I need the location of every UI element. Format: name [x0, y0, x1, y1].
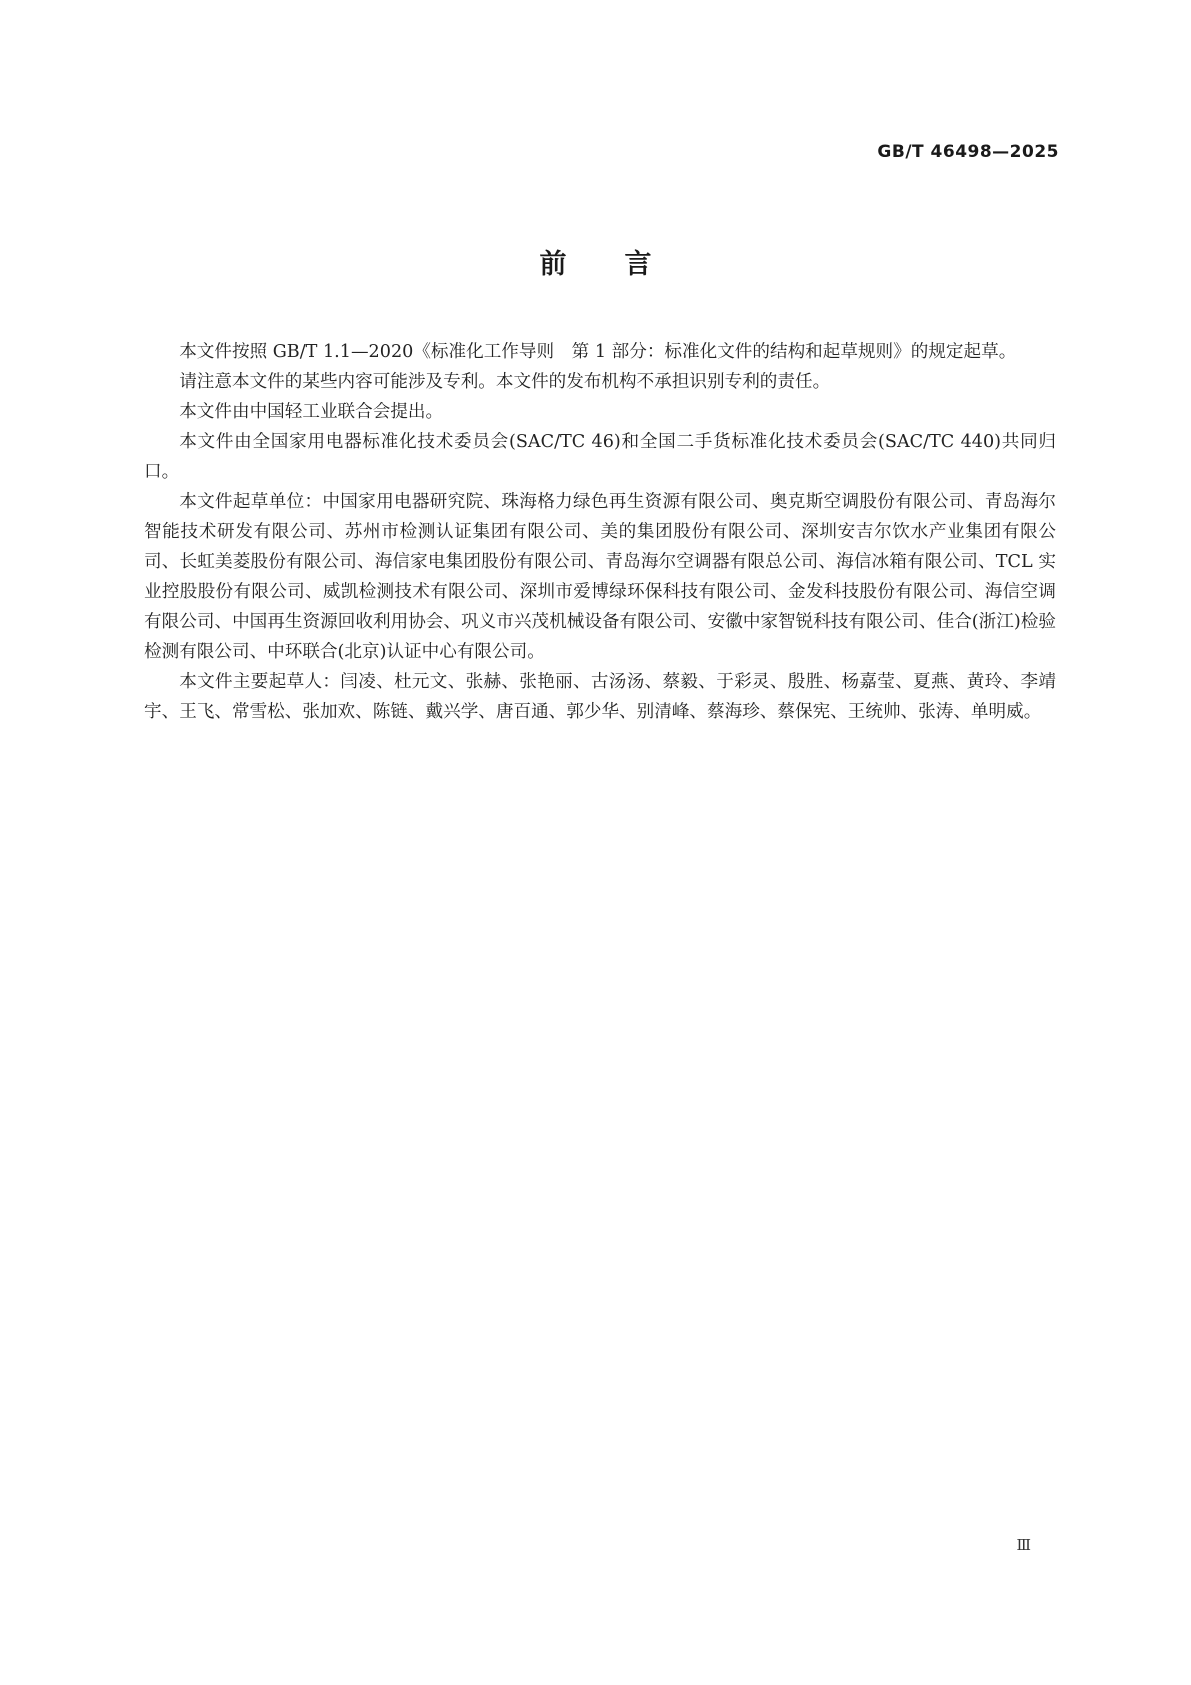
- paragraph-patent-notice: 请注意本文件的某些内容可能涉及专利。本文件的发布机构不承担识别专利的责任。: [179, 372, 831, 392]
- paragraph-proposer: 本文件由中国轻工业联合会提出。: [179, 402, 444, 422]
- page-number: Ⅲ: [1016, 1536, 1031, 1554]
- standard-code: GB/T 46498—2025: [877, 142, 1059, 162]
- page-title: 前言: [539, 249, 710, 280]
- paragraph-drafters: 本文件主要起草人：闫凌、杜元文、张赫、张艳丽、古汤汤、蔡毅、于彩灵、殷胜、杨嘉莹、夏燕、黄玲、李靖宇、王飞、常雪松、张加欢、陈链、戴兴学、唐百通、郭少华、别清峰、蔡海珍、蔡保宪、王统帅、张涛、单明威。: [144, 672, 1056, 722]
- paragraph-drafting-rules: 本文件按照 GB/T 1.1—2020《标准化工作导则 第 1 部分：标准化文件的结构和起草规则》的规定起草。: [179, 342, 1017, 362]
- foreword-body: [144, 337, 1056, 727]
- paragraph-drafting-units: 本文件起草单位：中国家用电器研究院、珠海格力绿色再生资源有限公司、奥克斯空调股份有限公司、青岛海尔智能技术研发有限公司、苏州市检测认证集团有限公司、美的集团股份有限公司、深圳安吉尔饮水产业集团有限公司、长虹美菱股份有限公司、海信家电集团股份有限公司、青岛海尔空调器有限总公司、海信冰箱有限公司、TCL 实业控股股份有限公司、威凯检测技术有限公司、深圳市爱博绿环保科技有限公司、金发科技股份有限公司、海信空调有限公司、中国再生资源回收利用协会、巩义市兴茂机械设备有限公司、安徽中家智锐科技有限公司、佳合(浙江)检验检测有限公司、中环联合(北京)认证中心有限公司。: [144, 492, 1056, 662]
- paragraph-technical-committee: 本文件由全国家用电器标准化技术委员会(SAC/TC 46)和全国二手货标准化技术委员会(SAC/TC 440)共同归口。: [144, 432, 1056, 482]
